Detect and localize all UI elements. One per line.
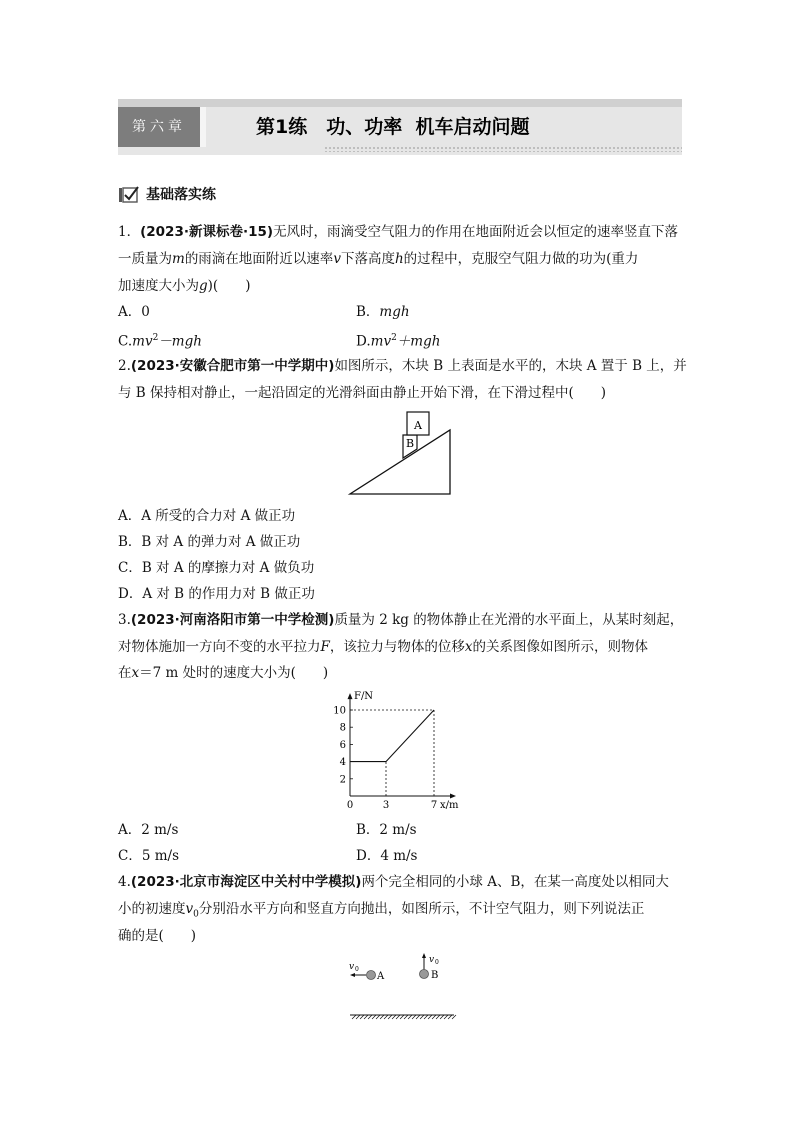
q3-var-x-2: x xyxy=(131,665,140,681)
q1-text-2: 一质量为 xyxy=(118,251,172,267)
q1-text-7: )( ) xyxy=(207,278,251,294)
x-axis-label: x/m xyxy=(440,800,459,811)
q3-text-5: 在 xyxy=(118,665,132,681)
q4-text-3: 分别沿水平方向和竖直方向抛出，如图所示，不计空气阻力，则下列说法正 xyxy=(198,901,645,917)
q4-line-3 xyxy=(118,926,684,946)
q1-option-b-text: mgh xyxy=(379,304,410,320)
hatch-mark xyxy=(384,1015,388,1019)
q3-line-2 xyxy=(118,637,684,657)
q2-option-d-key: D． xyxy=(118,586,143,602)
q2-option-c[interactable] xyxy=(118,558,314,578)
hatch-mark xyxy=(352,1015,356,1019)
q2-option-d-text: A 对 B 的作用力对 B 做正功 xyxy=(142,586,315,602)
ball-b xyxy=(420,970,429,979)
q1-line-3 xyxy=(118,276,684,296)
hatch-mark xyxy=(444,1015,448,1019)
ball-a-velocity-sub: 0 xyxy=(355,966,359,973)
hatch-mark xyxy=(432,1015,436,1019)
hatch-mark xyxy=(416,1015,420,1019)
section-label: 基础落实练 xyxy=(146,187,216,203)
hatch-mark xyxy=(448,1015,452,1019)
y-axis-label: F/N xyxy=(354,691,374,703)
x-tick-label: 0 xyxy=(346,800,354,811)
q2-option-b-text: B 对 A 的弹力对 A 做正功 xyxy=(141,534,301,550)
q1-option-c[interactable] xyxy=(118,328,202,352)
hatch-mark xyxy=(376,1015,380,1019)
incline-figure xyxy=(345,408,457,496)
q1-text-6: 加速度大小为 xyxy=(118,278,199,294)
q4-text-4: 确的是( ) xyxy=(118,928,197,944)
q3-option-c[interactable] xyxy=(118,846,179,866)
hatch-mark xyxy=(392,1015,396,1019)
q1-line-2 xyxy=(118,249,684,269)
q1-text-1: 无风时，雨滴受空气阻力的作用在地面附近会以恒定的速率竖直下落 xyxy=(273,224,679,240)
hatch-mark xyxy=(388,1015,392,1019)
hatch-mark xyxy=(436,1015,440,1019)
ball-b-velocity-label: v xyxy=(429,955,435,965)
ball-a-label: A xyxy=(377,971,385,982)
q1-text-5: 的过程中，克服空气阻力做的功为(重力 xyxy=(403,251,639,267)
q1-option-b[interactable] xyxy=(356,302,410,322)
q3-option-c-text: 5 m/s xyxy=(141,848,180,864)
q1-option-d-rest: ＋mgh xyxy=(396,333,441,350)
q3-var-x: x xyxy=(464,639,473,655)
q1-option-b-key: B． xyxy=(356,304,380,320)
q1-line-1 xyxy=(118,222,684,242)
hatch-mark xyxy=(408,1015,412,1019)
q3-option-b-text: 2 m/s xyxy=(379,822,417,838)
q1-option-c-rest: －mgh xyxy=(158,333,202,350)
hatch-mark xyxy=(452,1015,456,1019)
ball-a-velocity-label: v xyxy=(349,962,355,972)
hatch-mark xyxy=(396,1015,400,1019)
q1-text-3: 的雨滴在地面附近以速率 xyxy=(184,251,334,267)
hatch-mark xyxy=(420,1015,424,1019)
q2-line-2 xyxy=(118,383,684,403)
y-tick-label: 4 xyxy=(339,757,346,769)
checklist-icon xyxy=(118,185,140,203)
block-a-label: A xyxy=(414,419,422,432)
q2-text-1: 如图所示，木块 B 上表面是水平的，木块 A 置于 B 上，并 xyxy=(334,358,687,374)
q3-number: 3. xyxy=(118,612,131,628)
q2-text-2: 与 B 保持相对静止，一起沿固定的光滑斜面由静止开始下滑，在下滑过程中( ) xyxy=(118,385,607,401)
q4-source: (2023·北京市海淀区中关村中学模拟) xyxy=(130,874,362,890)
q2-option-c-key: C． xyxy=(118,560,142,576)
q3-option-d-key: D． xyxy=(356,848,381,864)
q3-option-d-text: 4 m/s xyxy=(380,848,418,864)
q2-source: (2023·安徽合肥市第一中学期中) xyxy=(130,358,335,374)
q1-option-c-sup: 2 xyxy=(152,333,159,343)
projectile-figure xyxy=(340,950,460,1022)
q2-option-a[interactable] xyxy=(118,506,295,526)
q3-text-2: 对物体施加一方向不变的水平拉力 xyxy=(118,639,321,655)
q2-option-b-key: B． xyxy=(118,534,142,550)
hatch-mark xyxy=(380,1015,384,1019)
section-heading xyxy=(118,184,216,204)
hatch-mark xyxy=(356,1015,360,1019)
banner-stripe xyxy=(118,99,682,107)
q2-option-a-key: A． xyxy=(118,508,142,524)
q2-option-d[interactable] xyxy=(118,584,315,604)
ball-a xyxy=(367,971,376,980)
q3-text-6: ＝7 m 处时的速度大小为( ) xyxy=(139,665,329,681)
block-b-label: B xyxy=(405,437,415,450)
q3-text-4: 的关系图像如图所示，则物体 xyxy=(472,639,648,655)
y-tick-label: 10 xyxy=(333,705,346,717)
q1-option-d-sup: 2 xyxy=(391,333,397,343)
hatch-mark xyxy=(372,1015,376,1019)
q4-text-2: 小的初速度 xyxy=(118,901,186,917)
q3-option-a-key: A． xyxy=(118,822,142,838)
q4-number: 4. xyxy=(118,874,131,890)
ground-hatch xyxy=(352,1015,456,1019)
hatch-mark xyxy=(424,1015,428,1019)
incline-wedge xyxy=(350,430,450,494)
q1-option-d-text: mv xyxy=(370,333,392,350)
q1-text-4: 下落高度 xyxy=(340,251,395,267)
force-displacement-chart xyxy=(332,684,472,812)
hatch-mark xyxy=(364,1015,368,1019)
ball-b-arrowhead xyxy=(422,953,426,958)
q4-var-v: v xyxy=(185,901,194,917)
force-line xyxy=(350,710,434,762)
q1-var-v: v xyxy=(333,251,341,267)
ball-b-label: B xyxy=(431,970,439,981)
x-tick-label: 3 xyxy=(382,800,390,811)
chapter-tag-edge xyxy=(200,107,206,147)
y-tick-label: 8 xyxy=(339,722,346,734)
q2-option-a-text: A 所受的合力对 A 做正功 xyxy=(141,508,296,524)
q3-option-a-text: 2 m/s xyxy=(141,822,179,838)
y-tick-label: 6 xyxy=(339,739,346,751)
q3-var-f: F xyxy=(320,639,330,655)
q1-number: 1． xyxy=(118,224,141,240)
y-axis-arrow xyxy=(348,693,353,699)
q3-option-a[interactable] xyxy=(118,820,178,840)
q2-option-c-text: B 对 A 的摩擦力对 A 做负功 xyxy=(141,560,315,576)
q4-line-2 xyxy=(118,899,684,925)
q3-option-d[interactable] xyxy=(356,846,418,866)
q3-source: (2023·河南洛阳市第一中学检测) xyxy=(130,612,335,628)
q1-option-a[interactable] xyxy=(118,302,150,322)
x-tick-label: 7 xyxy=(430,800,438,811)
x-axis-arrow xyxy=(450,794,456,799)
q2-number: 2. xyxy=(118,358,131,374)
y-tick-label: 2 xyxy=(339,774,346,786)
q1-var-g: g xyxy=(199,278,208,294)
hatch-mark xyxy=(428,1015,432,1019)
q3-text-3: ，该拉力与物体的位移 xyxy=(329,639,465,655)
chapter-banner xyxy=(118,99,682,155)
q3-line-3 xyxy=(118,663,684,683)
q1-source: (2023·新课标卷·15) xyxy=(140,224,274,240)
hatch-mark xyxy=(412,1015,416,1019)
q2-option-b[interactable] xyxy=(118,532,300,552)
q1-option-d[interactable] xyxy=(356,328,440,352)
q1-option-c-text: mv xyxy=(132,333,153,350)
q2-line-1 xyxy=(118,356,687,376)
chapter-tag: 第六章 xyxy=(118,107,200,147)
q3-line-1 xyxy=(118,610,684,630)
hatch-mark xyxy=(404,1015,408,1019)
q4-line-1 xyxy=(118,872,684,892)
q1-option-c-key: C. xyxy=(118,333,133,350)
q1-option-a-text: 0 xyxy=(141,304,150,320)
ball-a-arrowhead xyxy=(350,973,355,977)
q3-text-1: 质量为 2 kg 的物体静止在光滑的水平面上，从某时刻起， xyxy=(334,612,684,628)
page-title: 第1练 功、功率 机车启动问题 xyxy=(256,116,530,138)
hatch-mark xyxy=(440,1015,444,1019)
hatch-mark xyxy=(368,1015,372,1019)
q3-option-b-key: B． xyxy=(356,822,380,838)
q1-var-m: m xyxy=(172,251,185,267)
hatch-mark xyxy=(400,1015,404,1019)
q1-option-a-key: A． xyxy=(118,304,142,320)
q4-text-1: 两个完全相同的小球 A、B，在某一高度处以相同大 xyxy=(361,874,669,890)
q1-var-h: h xyxy=(394,251,404,267)
q3-option-b[interactable] xyxy=(356,820,417,840)
hatch-mark xyxy=(360,1015,364,1019)
q1-option-d-key: D. xyxy=(356,333,371,350)
q4-var-v-sub: 0 xyxy=(193,909,199,920)
q3-option-c-key: C． xyxy=(118,848,142,864)
ball-b-velocity-sub: 0 xyxy=(435,959,439,966)
